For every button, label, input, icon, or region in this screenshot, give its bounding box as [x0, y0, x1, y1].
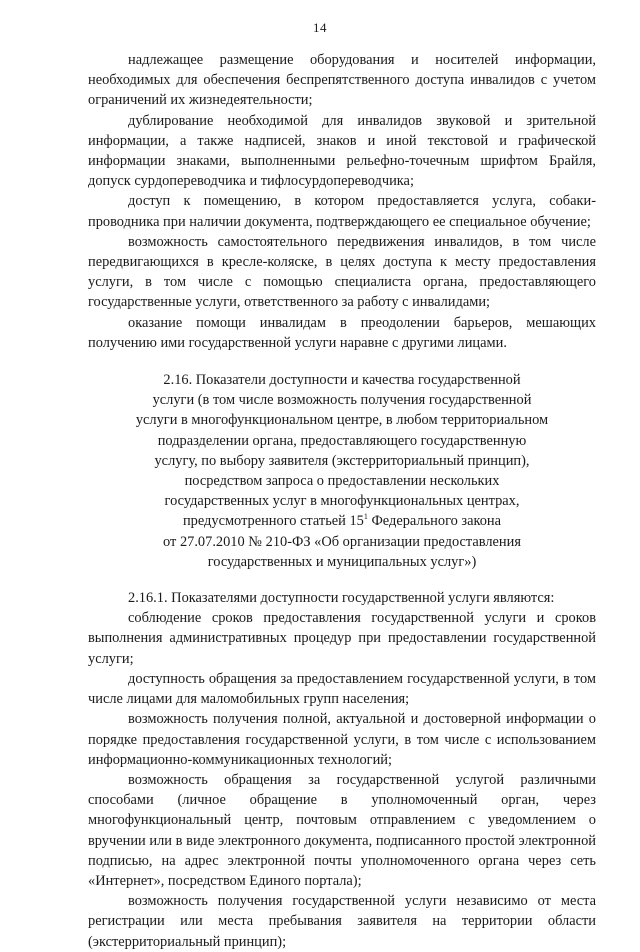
heading-text: предусмотренного статьей 15 — [182, 513, 364, 530]
paragraph: возможность обращения за государственной услугой различными способами (личное обращение в уполномоченный орган, через многофункциональный центр, почтовым отправлением с уведомлением о вручении или в виде электронного документа, подписанного простой электронной подписью, на адрес электронной почты уполномоченного органа через сеть «Интернет», посредством Единого портала); — [88, 771, 596, 889]
page-number: 14 — [313, 20, 327, 35]
paragraph: дублирование необходимой для инвалидов звуковой и зрительной информации, а также надписей, знаков и иной текстовой и графической информации знаками, выполненными рельефно-точечным шрифтом Брайля, допуск сурдопереводчика и тифлосурдопереводчика; — [88, 112, 596, 190]
heading-line: посредством запроса о предоставлении нескольких — [184, 473, 500, 490]
paragraph: доступ к помещению, в котором предоставляется услуга, собаки-проводника при наличии документа, подтверждающего ее специальное обучение; — [88, 193, 596, 230]
paragraph: возможность получения государственной услуги независимо от места регистрации или места пребывания заявителя на территории области (экстерриториальный принцип); — [88, 893, 596, 950]
paragraph: соблюдение сроков предоставления государственной услуги и сроков выполнения административных процедур при предоставлении государственной услуги; — [88, 610, 596, 667]
heading-line: услуги (в том числе возможность получения государственной — [152, 392, 532, 409]
paragraph: надлежащее размещение оборудования и носителей информации, необходимых для обеспечения беспрепятственного доступа инвалидов с учетом ограничений их жизнедеятельности; — [88, 52, 596, 109]
heading-line: государственных и муниципальных услуг») — [207, 553, 477, 570]
heading-text: Федерального закона — [367, 513, 502, 530]
paragraph: доступность обращения за предоставлением государственной услуги, в том числе лицами для маломобильных групп населения; — [88, 670, 596, 708]
heading-line: подразделении органа, предоставляющего государственную — [157, 432, 527, 449]
paragraph: 2.16.1. Показателями доступности государственной услуги являются: — [128, 590, 555, 607]
heading-line: 2.16. Показатели доступности и качества государственной — [163, 372, 521, 389]
paragraph: возможность получения полной, актуальной и достоверной информации о порядке предоставления государственной услуги, в том числе с использованием информационно-коммуникационных технологий; — [88, 711, 596, 768]
footnote-superscript: 1 — [363, 512, 368, 522]
heading-line: от 27.07.2010 № 210-ФЗ «Об организации предоставления — [163, 533, 521, 550]
paragraph: оказание помощи инвалидам в преодолении барьеров, мешающих получению ими государственной услуги наравне с другими лицами. — [88, 314, 596, 351]
document-body — [88, 50, 596, 952]
heading-line: услуги в многофункциональном центре, в любом территориальном — [135, 412, 549, 429]
heading-line — [88, 511, 596, 531]
heading-line: государственных услуг в многофункциональных центрах, — [164, 493, 520, 510]
heading-line: услугу, по выбору заявителя (экстерриториальный принцип), — [154, 452, 530, 469]
paragraph: возможность самостоятельного передвижения инвалидов, в том числе передвигающихся в кресле-коляске, в целях доступа к месту предоставления услуги, в том числе с помощью специалиста органа, предоставляющего государственные услуги, ответственного за работу с инвалидами; — [88, 233, 596, 311]
section-heading-2-16 — [88, 370, 596, 572]
